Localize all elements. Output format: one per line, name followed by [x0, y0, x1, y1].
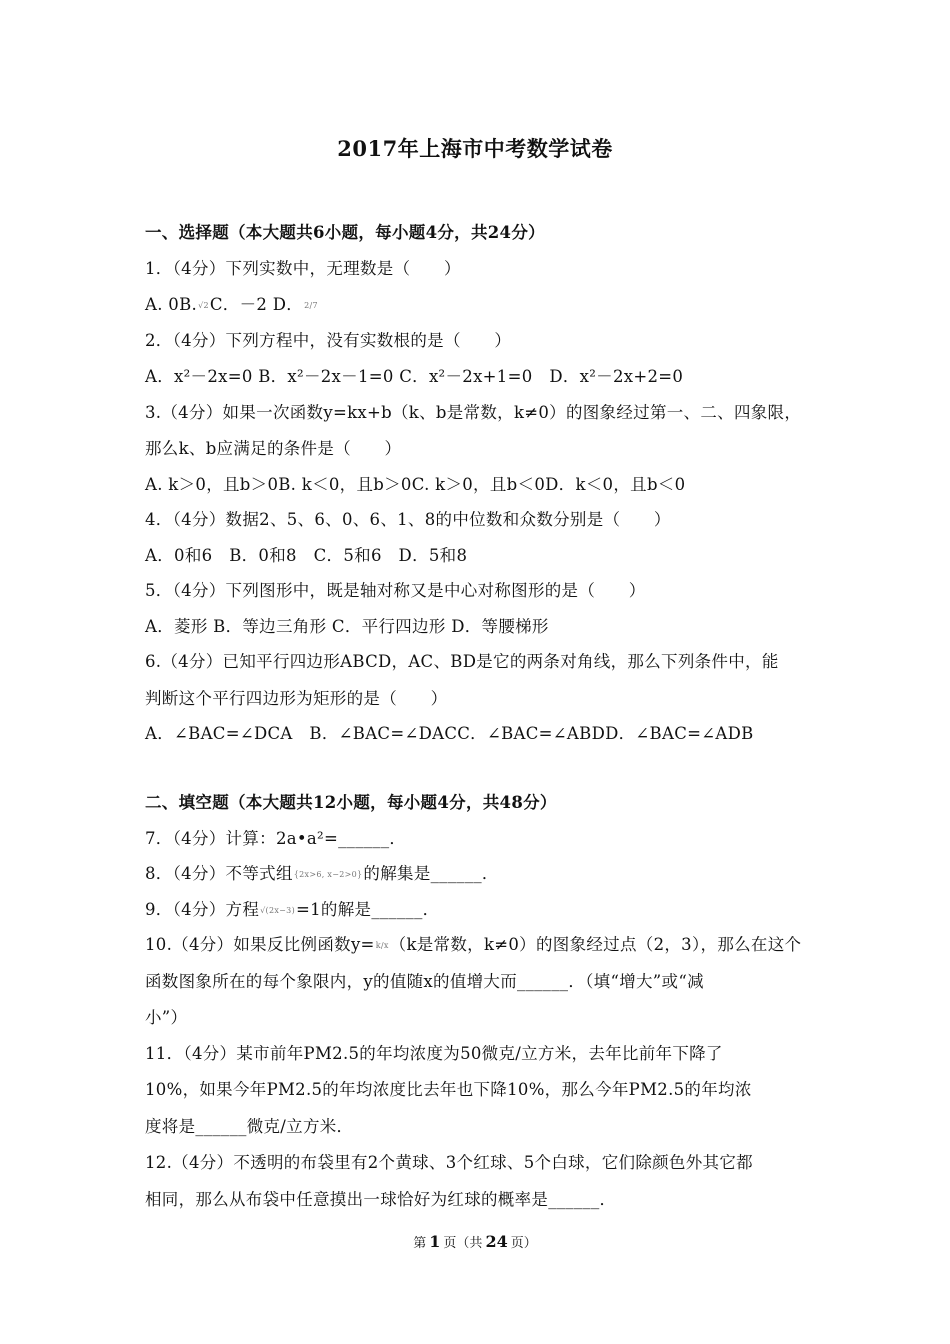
- question-11-line-3: 度将是______微克/立方米．: [145, 1117, 354, 1136]
- footer-total-pages: 24: [485, 1232, 508, 1251]
- q10-part-b: （k是常数，k≠0）的图象经过点（2，3），那么在这个: [389, 935, 802, 954]
- section-2-heading: 二、填空题（本大题共12小题，每小题4分，共48分）: [145, 793, 557, 812]
- footer-middle: 页（共: [443, 1236, 483, 1251]
- question-10-line-3: 小”）: [145, 1008, 188, 1027]
- fraction-formula-image: 2/7: [304, 300, 318, 310]
- footer-page-number: 1: [429, 1232, 441, 1251]
- question-4-options: A．0和6 B．0和8 C．5和6 D．5和8: [145, 546, 468, 565]
- footer-prefix: 第: [413, 1236, 427, 1251]
- q9-part-a: 9．（4分）方程: [145, 900, 260, 919]
- question-3-options: A. k＞0，且b＞0B. k＜0，且b＞0C. k＞0，且b＜0D．k＜0，且b＜0: [145, 475, 686, 494]
- question-5: 5．（4分）下列图形中，既是轴对称又是中心对称图形的是（ ）: [145, 581, 646, 600]
- inequality-system-formula-image: {2x>6, x−2>0}: [293, 869, 363, 879]
- question-11-line-1: 11．（4分）某市前年PM2.5的年均浓度为50微克/立方米，去年比前年下降了: [145, 1044, 723, 1063]
- q9-part-b: =1的解是______．: [296, 900, 440, 919]
- question-2-options: A．x²－2x=0 B．x²－2x－1=0 C．x²－2x+1=0 D．x²－2x+2=0: [145, 367, 684, 386]
- question-3-line-1: 3.（4分）如果一次函数y=kx+b（k、b是常数，k≠0）的图象经过第一、二、四象限，: [145, 403, 802, 422]
- question-11-line-2: 10%，如果今年PM2.5的年均浓度比去年也下降10%，那么今年PM2.5的年均浓: [145, 1080, 752, 1099]
- page-footer: [0, 1232, 950, 1251]
- radical-formula-image: √(2x−3): [260, 905, 295, 915]
- question-12-line-2: 相同，那么从布袋中任意摸出一球恰好为红球的概率是______．: [145, 1190, 617, 1209]
- q1-options-part-b: C．－2 D．: [209, 295, 304, 314]
- q8-part-a: 8．（4分）不等式组: [145, 864, 293, 883]
- question-1: 1．（4分）下列实数中，无理数是（ ）: [145, 259, 461, 278]
- q10-part-a: 10.（4分）如果反比例函数y=: [145, 935, 375, 954]
- question-12-line-1: 12.（4分）不透明的布袋里有2个黄球、3个红球、5个白球，它们除颜色外其它都: [145, 1153, 753, 1172]
- question-7: 7．（4分）计算：2a•a²=______．: [145, 829, 407, 848]
- question-10-line-2: 函数图象所在的每个象限内，y的值随x的值增大而______．（填“增大”或“减: [145, 972, 704, 991]
- question-6-line-2: 判断这个平行四边形为矩形的是（ ）: [145, 689, 448, 708]
- question-6-options: A．∠BAC=∠DCA B．∠BAC=∠DACC．∠BAC=∠ABDD．∠BAC=∠ADB: [145, 724, 754, 743]
- question-6-line-1: 6.（4分）已知平行四边形ABCD，AC、BD是它的两条对角线，那么下列条件中，能: [145, 652, 779, 671]
- question-3-line-2: 那么k、b应满足的条件是（ ）: [145, 439, 402, 458]
- question-9: [145, 898, 815, 922]
- question-10-line-1: [145, 933, 815, 957]
- question-5-options: A．菱形 B．等边三角形 C．平行四边形 D．等腰梯形: [145, 617, 549, 636]
- k-over-x-formula-image: k/x: [375, 940, 389, 950]
- q8-part-b: 的解集是______．: [363, 864, 499, 883]
- footer-suffix: 页）: [510, 1236, 537, 1251]
- question-4: 4．（4分）数据2、5、6、0、6、1、8的中位数和众数分别是（ ）: [145, 510, 671, 529]
- page-title: 2017年上海市中考数学试卷: [337, 136, 613, 161]
- question-1-options: [145, 293, 815, 317]
- sqrt2-formula-image: √2: [198, 300, 209, 310]
- q1-options-part-a: A. 0B.: [145, 295, 198, 314]
- section-1-heading: 一、选择题（本大题共6小题，每小题4分，共24分）: [145, 223, 545, 242]
- question-8: [145, 862, 815, 886]
- question-2: 2．（4分）下列方程中，没有实数根的是（ ）: [145, 331, 512, 350]
